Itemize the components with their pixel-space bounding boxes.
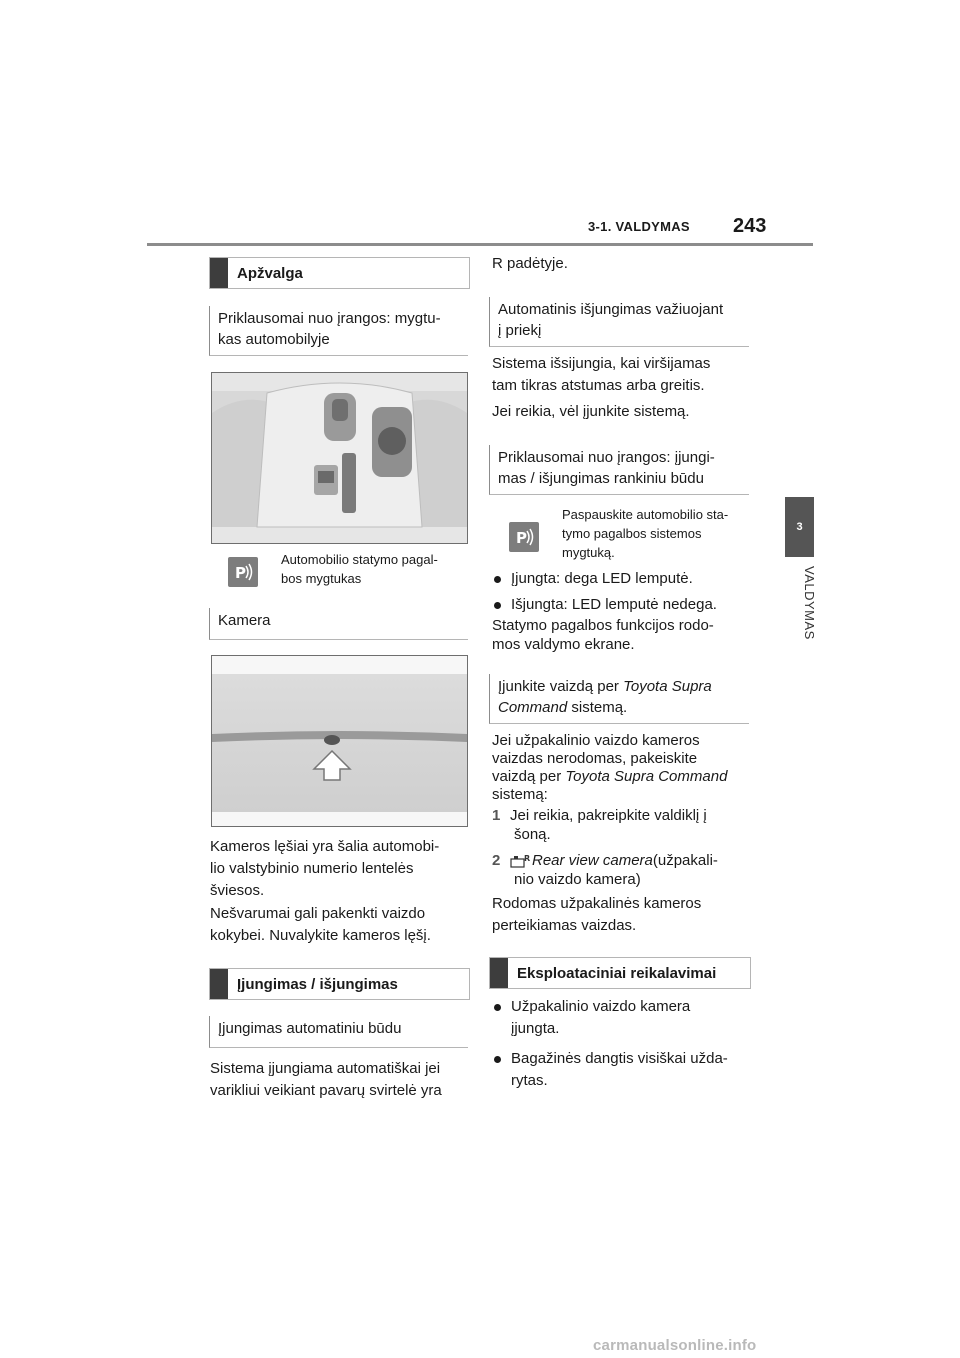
heading-requirements xyxy=(489,957,751,989)
camera-image xyxy=(211,655,468,827)
heading-overview xyxy=(209,257,470,289)
text-line: rytas. xyxy=(511,1072,548,1089)
subheading-button-line1: Priklausomai nuo įrangos: mygtu- xyxy=(218,310,441,327)
text-line: vaizdas nerodomas, pakeiskite xyxy=(492,750,698,767)
step-text: Jei reikia, pakreipkite valdiklį į xyxy=(510,807,707,824)
chapter-label: VALDYMAS xyxy=(802,566,817,640)
text-line: Automatinis išjungimas važiuojant xyxy=(498,301,724,318)
bullet-off xyxy=(492,594,717,616)
text-line: kokybei. Nuvalykite kameros lęšį. xyxy=(210,927,431,944)
text-line: mas / išjungimas rankiniu būdu xyxy=(498,470,704,487)
text-italic: Toyota Supra xyxy=(623,678,712,695)
subheading-manual xyxy=(489,445,749,495)
subheading-button-line2: kas automobilyje xyxy=(218,331,330,348)
text-line: Priklausomai nuo įrangos: įjungi- xyxy=(498,449,715,466)
paragraph-lens xyxy=(210,836,439,902)
step-text: nio vaizdo kamera) xyxy=(514,871,641,888)
paragraph-display xyxy=(492,616,714,654)
text-line: Sistema išsijungia, kai viršijamas xyxy=(492,355,711,372)
camera-icon xyxy=(510,853,530,869)
text-line: Statymo pagalbos funkcijos rodo- xyxy=(492,617,714,634)
subheading-view xyxy=(489,674,749,724)
paragraph-again: Jei reikia, vėl įjunkite sistemą. xyxy=(492,403,690,420)
subheading-button xyxy=(209,306,468,356)
heading-bar xyxy=(210,969,228,999)
text-line: sistemą: xyxy=(492,786,548,803)
text-italic: Command xyxy=(498,699,568,716)
subheading-view-line1 xyxy=(498,676,749,697)
camera-illustration xyxy=(212,656,467,826)
page-number: 243 xyxy=(733,215,767,237)
bullet-text xyxy=(511,996,690,1040)
header-rule xyxy=(147,243,813,246)
heading-requirements-text: Eksploataciniai reikalavimai xyxy=(517,964,717,982)
bullet-text: Įjungta: dega LED lemputė. xyxy=(511,570,693,587)
text-line: Bagažinės dangtis visiškai užda- xyxy=(511,1050,728,1067)
caption-line1: Automobilio statymo pagal- xyxy=(281,552,438,567)
text-line: Rodomas užpakalinės kameros xyxy=(492,895,702,912)
console-illustration xyxy=(212,373,467,543)
chapter-tab[interactable]: 3 xyxy=(785,497,814,557)
park-assist-icon xyxy=(228,557,258,587)
subheading-view-line2 xyxy=(498,697,749,718)
step-number: 1 xyxy=(492,807,501,824)
subheading-forward xyxy=(489,297,749,347)
heading-overview-text: Apžvalga xyxy=(237,264,303,282)
bullet-dot xyxy=(494,576,501,583)
paragraph-shown xyxy=(492,893,701,937)
bullet-dot xyxy=(494,1056,501,1063)
step-2 xyxy=(492,851,718,889)
text-line: varikliui veikiant pavarų svirtelė yra xyxy=(210,1082,442,1099)
caption-park-button xyxy=(281,550,438,588)
heading-switch xyxy=(209,968,470,1000)
text-span: sistemą. xyxy=(567,699,628,716)
text-span: (užpakali- xyxy=(652,852,718,869)
text-span: Įjunkite vaizdą per xyxy=(498,678,624,695)
heading-switch-text: Įjungimas / išjungimas xyxy=(237,975,398,993)
subheading-auto-text: Įjungimas automatiniu būdu xyxy=(218,1020,402,1037)
text-line: lio valstybinio numerio lentelės xyxy=(210,860,414,877)
text-italic: Toyota Supra Command xyxy=(565,768,728,785)
text-line: tymo pagalbos sistemos xyxy=(562,526,702,541)
paragraph-off xyxy=(492,353,710,397)
caption-press-button xyxy=(562,505,728,562)
svg-text:P: P xyxy=(516,529,527,547)
text-line: Paspauskite automobilio sta- xyxy=(562,507,729,522)
watermark: carmanualsonline.info xyxy=(593,1337,757,1354)
text-line xyxy=(492,768,727,786)
heading-bar xyxy=(210,258,228,288)
bullet-camera-on xyxy=(492,996,690,1040)
heading-bar xyxy=(490,958,508,988)
text-line: tam tikras atstumas arba greitis. xyxy=(492,377,705,394)
console-image xyxy=(211,372,468,544)
paragraph-if-not-shown xyxy=(492,732,727,804)
section-title: 3-1. VALDYMAS xyxy=(588,219,690,234)
text-span: vaizdą per xyxy=(492,768,566,785)
svg-text:P: P xyxy=(235,564,246,582)
park-assist-icon[interactable] xyxy=(509,522,539,552)
bullet-on xyxy=(492,568,693,590)
bullet-text: Išjungta: LED lemputė nedega. xyxy=(511,596,717,613)
subheading-auto xyxy=(209,1016,468,1048)
text-line: Jei užpakalinio vaizdo kameros xyxy=(492,732,700,749)
text-line: Nešvarumai gali pakenkti vaizdo xyxy=(210,905,426,922)
step-number: 2 xyxy=(492,852,501,869)
text-italic: Rear view camera xyxy=(532,852,653,869)
text-line: įjungta. xyxy=(511,1020,560,1037)
text-line: perteikiamas vaizdas. xyxy=(492,917,637,934)
paragraph-r-position: R padėtyje. xyxy=(492,255,568,272)
step-text: šoną. xyxy=(514,826,551,843)
bullet-trunk-closed xyxy=(492,1048,728,1092)
paragraph-auto xyxy=(210,1058,442,1102)
bullet-text xyxy=(511,1048,728,1092)
step-1 xyxy=(492,806,707,844)
text-line: Kameros lęšiai yra šalia automobi- xyxy=(210,838,440,855)
text-line: mygtuką. xyxy=(562,545,615,560)
svg-text:R: R xyxy=(524,853,530,863)
bullet-dot xyxy=(494,602,501,609)
text-line: šviesos. xyxy=(210,882,265,899)
text-line: Sistema įjungiama automatiškai jei xyxy=(210,1060,441,1077)
bullet-dot xyxy=(494,1004,501,1011)
subheading-camera-text: Kamera xyxy=(218,612,271,629)
text-line: mos valdymo ekrane. xyxy=(492,636,635,653)
text-line: į priekį xyxy=(498,322,542,339)
caption-line2: bos mygtukas xyxy=(281,571,362,586)
text-line: Užpakalinio vaizdo kamera xyxy=(511,998,691,1015)
paragraph-dirt xyxy=(210,903,431,947)
subheading-camera xyxy=(209,608,468,640)
